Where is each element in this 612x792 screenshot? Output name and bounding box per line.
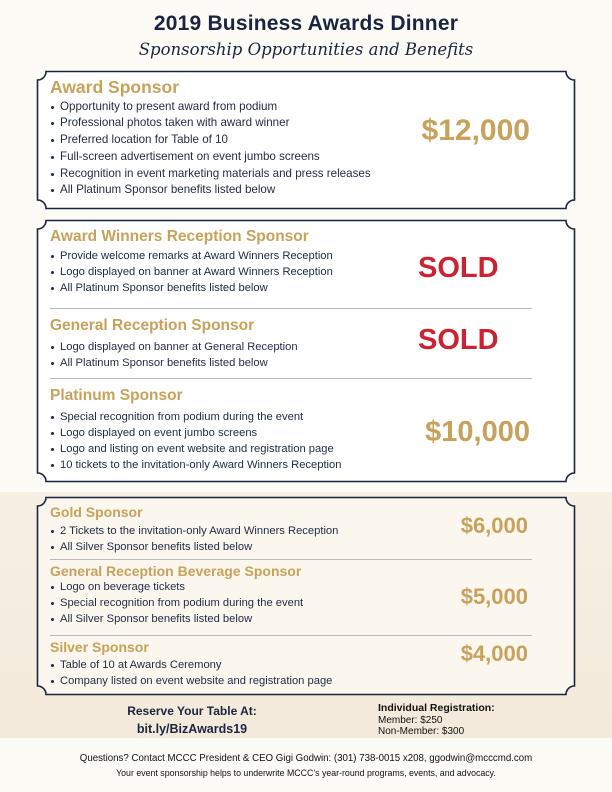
page-title: 2019 Business Awards Dinner [153,12,459,35]
platinum-section [50,388,342,473]
award-winners-reception-sold-badge: SOLD [418,252,499,284]
award-sponsor-title: Award Sponsor [50,77,180,97]
list-item: Provide welcome remarks at Award Winners Reception [50,248,333,264]
platinum-title: Platinum Sponsor [50,387,183,404]
award-sponsor-section [50,79,371,199]
list-item: Special recognition from podium during the event [50,409,342,425]
reserve-link[interactable]: bit.ly/BizAwards19 [136,722,248,736]
section-divider [50,559,532,560]
list-item: All Platinum Sponsor benefits listed below [50,280,333,296]
section-divider [50,308,532,309]
general-reception-section [50,318,298,371]
list-item: Recognition in event marketing materials and press releases [50,166,371,183]
individual-registration-block [378,703,495,738]
contact-line: Questions? Contact MCCC President & CEO Gigi Godwin: (301) 738-0015 x208, ggodwin@mcccmd.com [79,753,533,764]
beverage-title: General Reception Beverage Sponsor [50,563,302,579]
list-item: Preferred location for Table of 10 [50,132,371,149]
reception-platinum-panel [36,219,576,483]
section-divider [50,378,532,379]
gold-benefits [50,523,338,555]
list-item: Logo displayed on banner at Award Winners Reception [50,264,333,280]
beverage-benefits [50,579,303,627]
list-item: Logo displayed on banner at General Reception [50,339,298,355]
silver-price: $4,000 [460,641,528,666]
gold-section [50,505,338,555]
silver-section [50,640,332,689]
beverage-section [50,564,303,627]
individual-registration-heading: Individual Registration: [378,702,495,714]
silver-benefits [50,657,332,689]
award-sponsor-panel [36,70,576,210]
list-item: All Silver Sponsor benefits listed below [50,611,303,627]
award-sponsor-benefits [50,99,371,200]
list-item: All Platinum Sponsor benefits listed below [50,182,371,199]
list-item: Logo and listing on event website and registration page [50,441,342,457]
list-item: Logo displayed on event jumbo screens [50,425,342,441]
general-reception-sold-badge: SOLD [418,324,499,356]
list-item: 10 tickets to the invitation-only Award Winners Reception [50,457,342,473]
list-item: Special recognition from podium during the event [50,595,303,611]
award-winners-reception-title: Award Winners Reception Sponsor [50,228,309,245]
silver-title: Silver Sponsor [50,639,149,655]
gold-title: Gold Sponsor [50,504,143,520]
general-reception-title: General Reception Sponsor [50,317,255,334]
list-item: Professional photos taken with award winner [50,115,371,132]
member-price: Member: $250 [378,714,443,726]
list-item: Full-screen advertisement on event jumbo screens [50,149,371,166]
reserve-table-block [104,704,280,736]
sponsorship-note: Your event sponsorship helps to underwrite MCCC’s year-round programs, events, and advocacy. [116,768,496,778]
list-item: All Platinum Sponsor benefits listed below [50,355,298,371]
list-item: Logo on beverage tickets [50,579,303,595]
award-winners-reception-benefits [50,248,333,297]
list-item: Company listed on event website and registration page [50,673,332,689]
list-item: Opportunity to present award from podium [50,99,371,116]
award-sponsor-price: $12,000 [421,114,530,147]
beverage-price: $5,000 [460,584,528,609]
platinum-benefits [50,409,342,474]
non-member-price: Non-Member: $300 [378,726,465,737]
list-item: All Silver Sponsor benefits listed below [50,539,338,555]
page-subtitle: Sponsorship Opportunities and Benefits [138,40,474,59]
reserve-label: Reserve Your Table At: [127,704,257,718]
platinum-price: $10,000 [425,416,530,448]
list-item: Table of 10 at Awards Ceremony [50,657,332,673]
gold-price: $6,000 [460,513,528,538]
section-divider [50,635,532,636]
general-reception-benefits [50,339,298,371]
list-item: 2 Tickets to the invitation-only Award Winners Reception [50,523,338,539]
gold-silver-panel [36,496,576,696]
award-winners-reception-section [50,229,333,296]
